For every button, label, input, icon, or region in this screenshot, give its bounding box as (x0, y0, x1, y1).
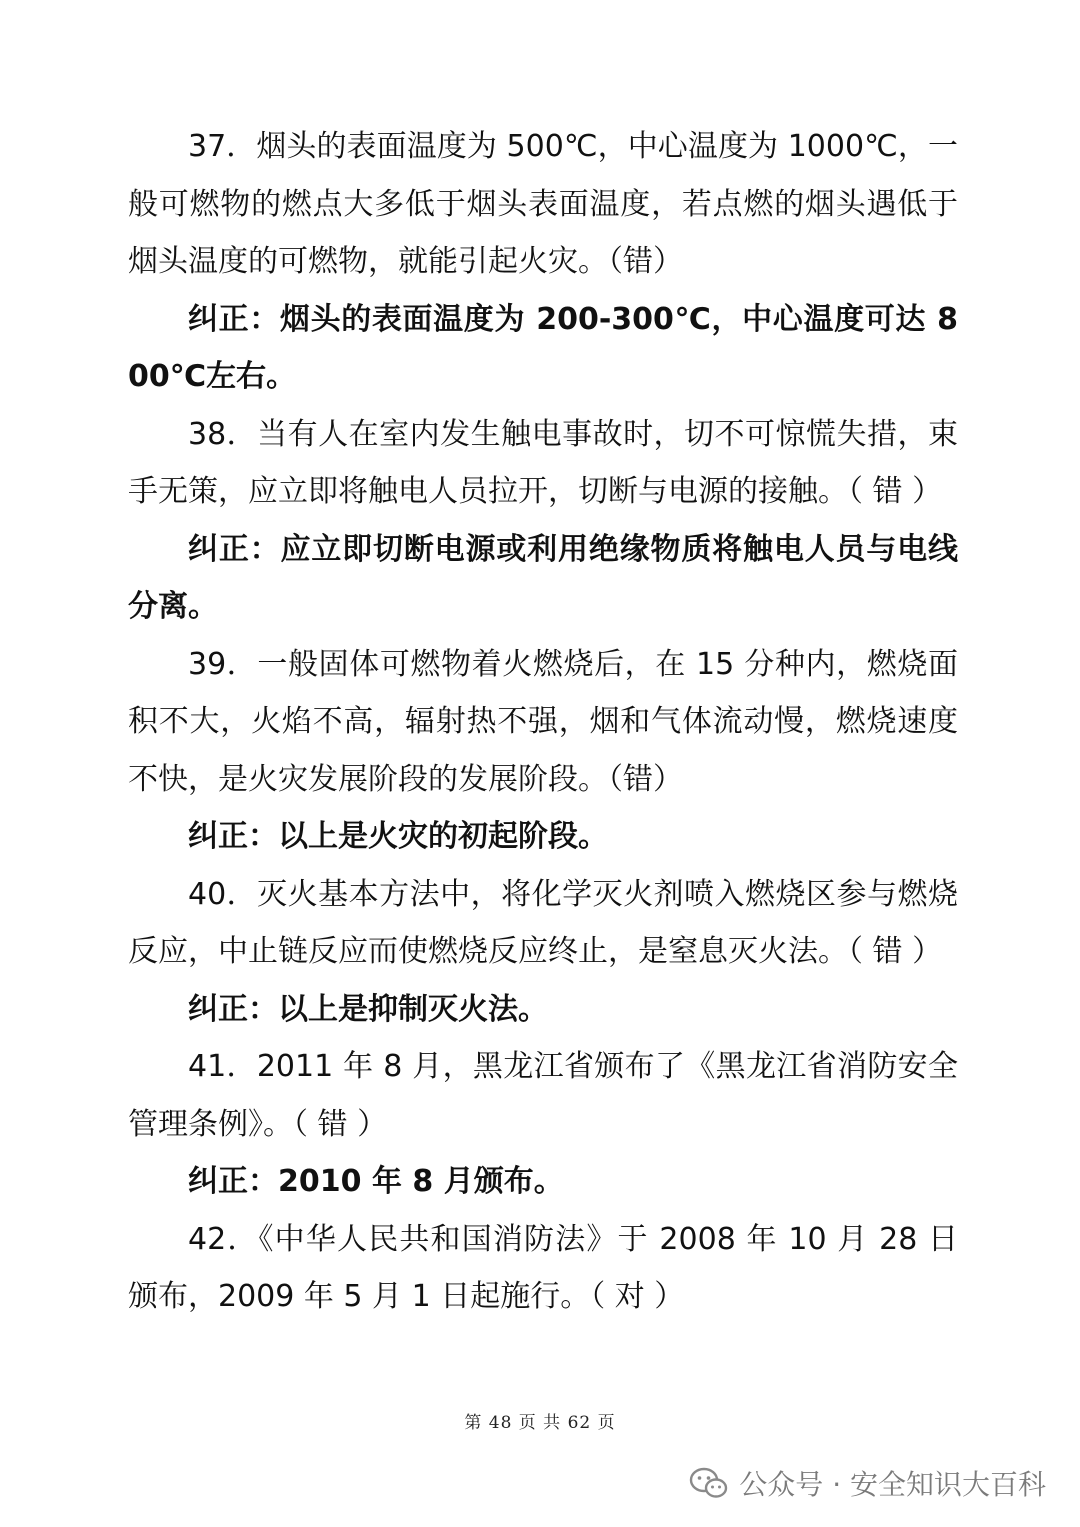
watermark-text: 公众号 · 安全知识大百科 (739, 1468, 1046, 1501)
question-38: 38．当有人在室内发生触电事故时，切不可惊慌失措，束手无策，应立即将触电人员拉开，切断与电源的接触。（ 错 ） (128, 416, 958, 509)
wechat-icon (689, 1466, 729, 1500)
question-42: 42．《中华人民共和国消防法》于 2008 年 10 月 28 日颁布，2009 年 5 月 1 日起施行。（ 对 ） (128, 1221, 958, 1314)
correction-40: 纠正：以上是抑制灭火法。 (188, 991, 548, 1027)
correction-38: 纠正：应立即切断电源或利用绝缘物质将触电人员与电线分离。 (128, 531, 958, 624)
question-37: 37．烟头的表面温度为 500℃，中心温度为 1000℃，一般可燃物的燃点大多低于烟头表面温度，若点燃的烟头遇低于烟头温度的可燃物，就能引起火灾。（错） (128, 129, 958, 279)
question-41: 41．2011 年 8 月，黑龙江省颁布了《黑龙江省消防安全管理条例》。（ 错 ） (128, 1049, 958, 1142)
correction-39: 纠正：以上是火灾的初起阶段。 (188, 819, 608, 854)
correction-41: 纠正：2010 年 8 月颁布。 (188, 1164, 564, 1199)
document-body (128, 118, 958, 1326)
correction-37: 纠正：烟头的表面温度为 200-300℃，中心温度可达 800℃左右。 (128, 301, 958, 394)
account-watermark (689, 1462, 1046, 1504)
question-40: 40．灭火基本方法中，将化学灭火剂喷入燃烧区参与燃烧反应，中止链反应而使燃烧反应终止，是窒息灭火法。（ 错 ） (128, 876, 958, 969)
question-39: 39．一般固体可燃物着火燃烧后，在 15 分种内，燃烧面积不大，火焰不高，辐射热不强，烟和气体流动慢，燃烧速度不快，是火灾发展阶段的发展阶段。（错） (128, 646, 958, 797)
page-number: 第 48 页 共 62 页 (464, 1413, 616, 1433)
